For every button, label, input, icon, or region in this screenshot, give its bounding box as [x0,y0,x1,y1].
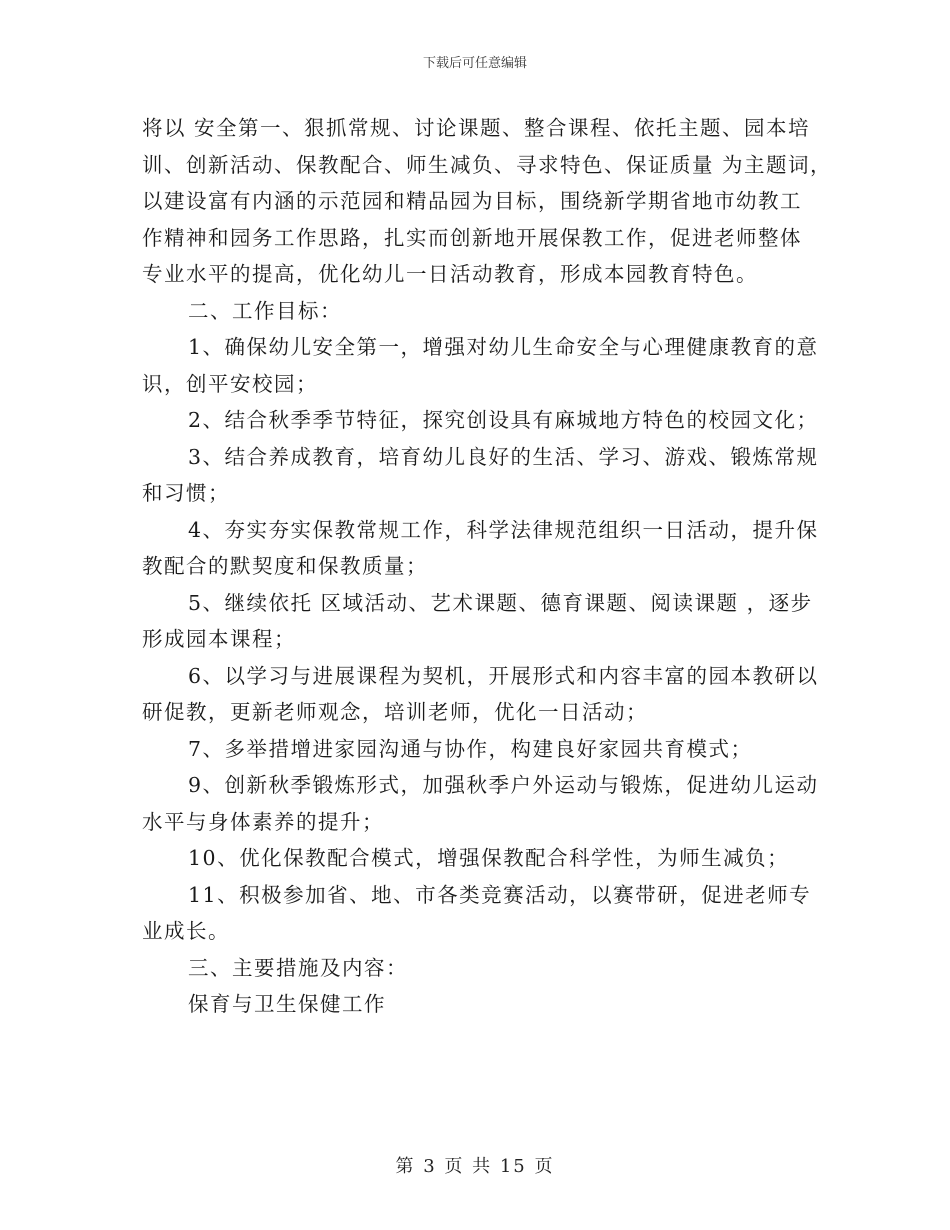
paragraph-line: 训、创新活动、保教配合、师生减负、寻求特色、保证质量 为主题词， [142,152,833,177]
list-item-line: 2、结合秋季季节特征，探究创设具有麻城地方特色的校园文化； [188,408,819,432]
list-item-line: 识，创平安校园； [142,371,318,396]
list-item-line: 形成园本课程； [142,627,296,651]
list-item-line: 教配合的默契度和保教质量； [142,554,428,578]
list-item-line: 3、结合养成教育，培育幼儿良好的生活、学习、游戏、锻炼常规 [188,444,819,469]
list-item-line: 研促教，更新老师观念，培训老师，优化一日活动； [142,700,648,724]
list-item-line: 9、创新秋季锻炼形式，加强秋季户外运动与锻炼，促进幼儿运动 [188,773,819,797]
list-item-line: 5、继续依托 区域活动、艺术课题、德育课题、阅读课题 ，逐步 [188,590,813,615]
document-body [142,110,833,1023]
paragraph-line: 将以 安全第一、狠抓常规、讨论课题、整合课程、依托主题、园本培 [142,116,811,140]
list-item-line: 11、积极参加省、地、市各类竞赛活动，以赛带研，促进老师专 [188,882,812,907]
section-heading: 三、主要措施及内容： [188,955,408,980]
list-item-line: 4、夯实夯实保教常规工作，科学法律规范组织一日活动，提升保 [188,517,819,542]
list-item-line: 6、以学习与进展课程为契机，开展形式和内容丰富的园本教研以 [188,663,819,688]
list-item-line: 10、优化保教配合模式，增强保教配合科学性，为师生减负； [188,846,790,870]
list-item-line: 业成长。 [142,919,230,943]
list-item-line: 1、确保幼儿安全第一，增强对幼儿生命安全与心理健康教育的意 [188,335,819,359]
list-item-line: 和习惯； [142,481,230,505]
page-footer: 第 3 页 共 15 页 [395,1156,555,1177]
list-item-line: 7、多举措增进家园沟通与协作，构建良好家园共育模式； [188,736,753,761]
paragraph-line: 专业水平的提高，优化幼儿一日活动教育，形成本园教育特色。 [142,262,758,286]
section-heading: 二、工作目标： [188,298,342,323]
list-item-line: 水平与身体素养的提升； [142,809,384,834]
paragraph-line: 作精神和园务工作思路，扎实而创新地开展保教工作，促进老师整体 [142,225,802,250]
paragraph-line: 以建设富有内涵的示范园和精品园为目标，围绕新学期省地市幼教工 [142,189,802,213]
page-header: 下载后可任意编辑 [422,56,527,71]
subsection-heading: 保育与卫生保健工作 [188,992,386,1016]
